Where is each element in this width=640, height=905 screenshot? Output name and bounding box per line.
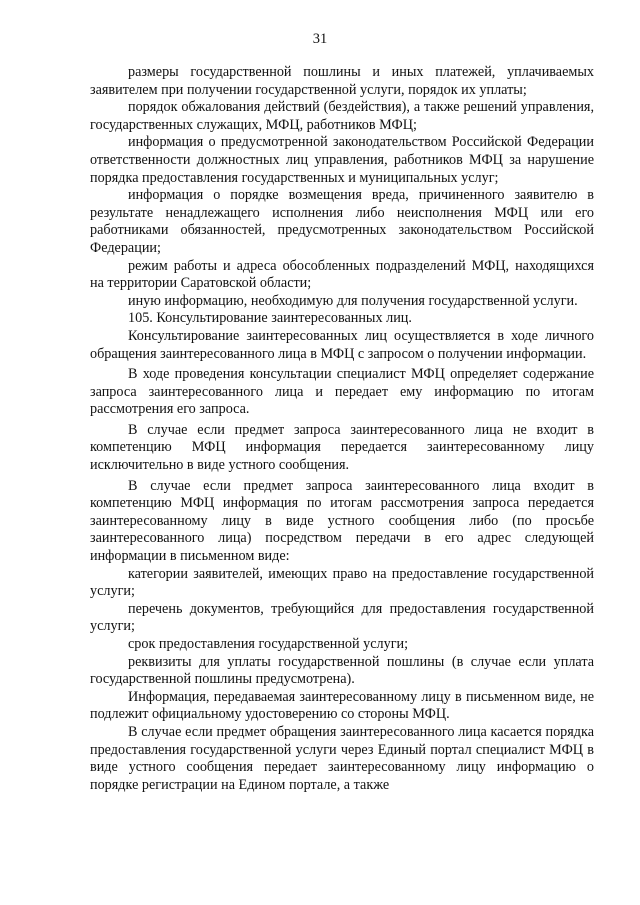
paragraph-written-info: В случае если предмет запроса заинтересованного лица входит в компетенцию МФЦ информация по итогам рассмотрения запроса передается заинтересованному лицу в виде устного сообщения либо (по просьбе заинтересованного лица) посредством передачи в его адрес следующей информации в письменном виде: xyxy=(90,477,594,565)
paragraph-consultation-process: В ходе проведения консультации специалист МФЦ определяет содержание запроса заинтересованного лица и передает ему информацию по итогам рассмотрения его запроса. xyxy=(90,366,594,418)
paragraph-damage-compensation: информация о порядке возмещения вреда, причиненного заявителю в результате ненадлежащего исполнения либо неисполнения МФЦ или его работниками обязанностей, предусмотренных законодательством Российской Федерации; xyxy=(90,187,594,256)
document-body xyxy=(90,64,594,794)
paragraph-unified-portal: В случае если предмет обращения заинтересованного лица касается порядка предоставления государственной услуги через Единый портал специалист МФЦ в виде устного сообщения передает заинтересованному лицу информацию о порядке регистрации на Едином портале, а также xyxy=(90,723,594,793)
page-number: 31 xyxy=(312,31,328,47)
list-item-service-term: срок предоставления государственной услуги; xyxy=(128,636,409,652)
list-item-payment-details: реквизиты для уплаты государственной пошлины (в случае если уплата государственной пошлины предусмотрена). xyxy=(90,653,594,688)
paragraph-no-certification: Информация, передаваемая заинтересованному лицу в письменном виде, не подлежит официальному удостоверению со стороны МФЦ. xyxy=(90,688,594,723)
paragraph-oral-only: В случае если предмет запроса заинтересованного лица не входит в компетенцию МФЦ информация передается заинтересованному лицу исключительно в виде устного сообщения. xyxy=(90,421,594,474)
section-heading-105: 105. Консультирование заинтересованных лиц. xyxy=(128,310,412,327)
list-item-applicant-categories: категории заявителей, имеющих право на предоставление государственной услуги; xyxy=(90,565,594,600)
paragraph-liability-info: информация о предусмотренной законодательством Российской Федерации ответственности должностных лиц управления, работников МФЦ за нарушение порядка предоставления государственных и муниципальных услуг; xyxy=(90,134,594,186)
paragraph-consultation-method: Консультирование заинтересованных лиц осуществляется в ходе личного обращения заинтересованного лица в МФЦ с запросом о получении информации. xyxy=(90,327,594,362)
paragraph-office-hours: режим работы и адреса обособленных подразделений МФЦ, находящихся на территории Саратовской области; xyxy=(90,257,594,292)
paragraph-fee-info: размеры государственной пошлины и иных платежей, уплачиваемых заявителем при получении государственной услуги, порядок их уплаты; xyxy=(90,64,594,98)
paragraph-other-info: иную информацию, необходимую для получения государственной услуги. xyxy=(128,292,578,309)
paragraph-appeal-procedure: порядок обжалования действий (бездействия), а также решений управления, государственных служащих, МФЦ, работников МФЦ; xyxy=(90,99,594,133)
list-item-document-list: перечень документов, требующийся для предоставления государственной услуги; xyxy=(90,600,594,635)
